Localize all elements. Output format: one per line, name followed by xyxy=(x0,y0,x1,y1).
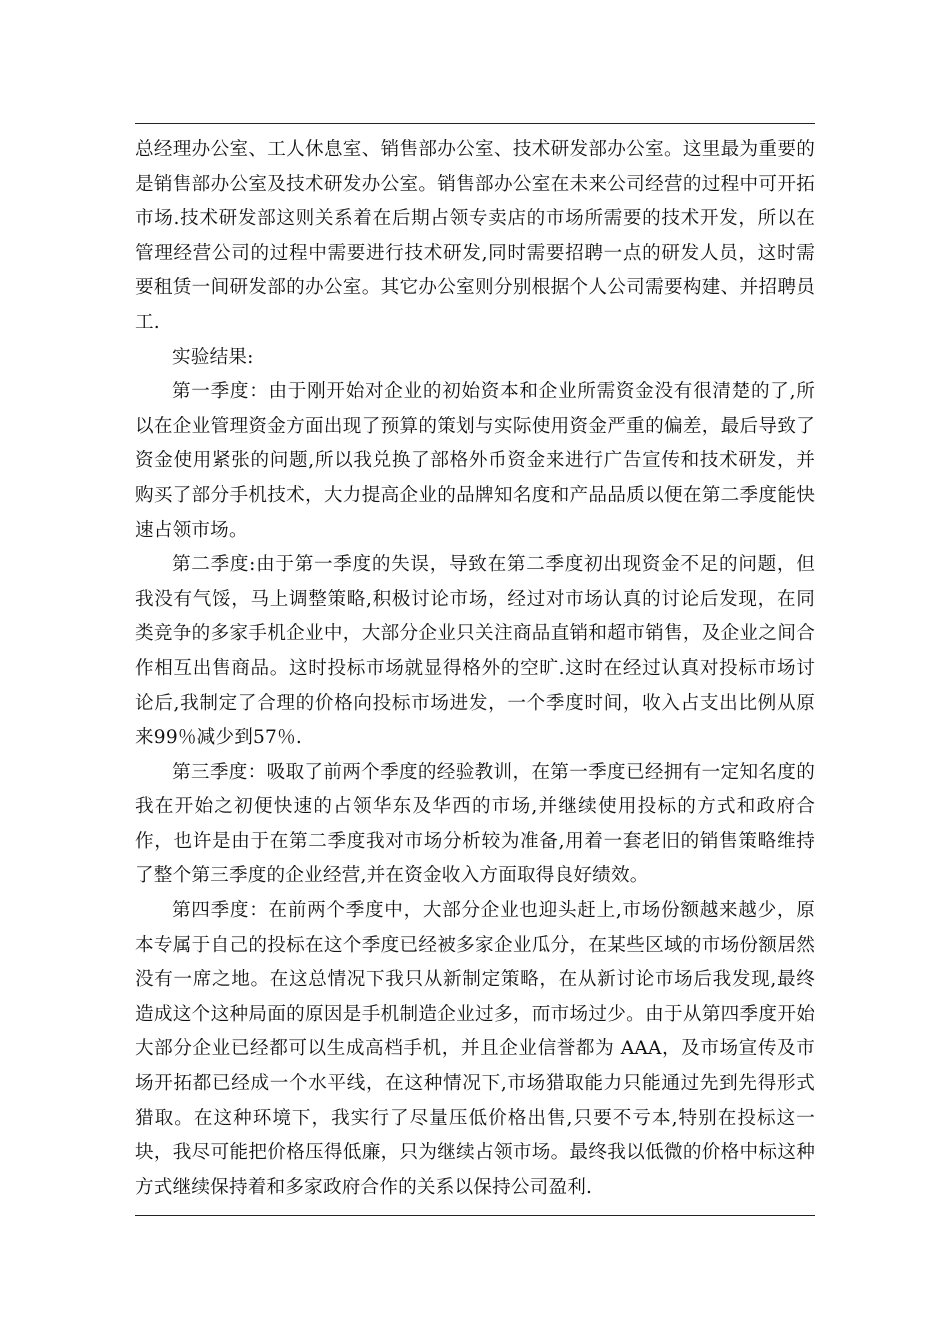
paragraph-results-heading: 实验结果: xyxy=(172,346,254,368)
paragraph-quarter-1: 第一季度：由于刚开始对企业的初始资本和企业所需资金没有很清楚的了,所以在企业管理资金方面出现了预算的策划与实际使用资金严重的偏差，最后导致了资金使用紧张的问题,所以我兑换了部格外币资金来进行广告宣传和技术研发，并购买了部分手机技术，大力提高企业的品牌知名度和产品品质以便在第二季度能快速占领市场。 xyxy=(135,381,815,541)
document-body xyxy=(135,133,815,1205)
paragraph-quarter-4: 第四季度：在前两个季度中，大部分企业也迎头赶上,市场份额越来越少，原本专属于自己的投标在这个季度已经被多家企业瓜分，在某些区域的市场份额居然没有一席之地。在这总情况下我只从新制定策略，在从新讨论市场后我发现,最终造成这个这种局面的原因是手机制造企业过多，而市场过少。由于从第四季度开始大部分企业已经都可以生成高档手机，并且企业信誉都为 AAA，及市场宣传及市场开拓都已经成一个水平线，在这种情况下,市场猎取能力只能通过先到先得形式猎取。在这种环境下，我实行了尽量压低价格出售,只要不亏本,特别在投标这一块，我尽可能把价格压得低廉，只为继续占领市场。最终我以低微的价格中标这种方式继续保持着和多家政府合作的关系以保持公司盈利. xyxy=(135,900,815,1198)
paragraph-quarter-2: 第二季度:由于第一季度的失误，导致在第二季度初出现资金不足的问题，但我没有气馁，马上调整策略,积极讨论市场，经过对市场认真的讨论后发现，在同类竞争的多家手机企业中，大部分企业只关注商品直销和超市销售，及企业之间合作相互出售商品。这时投标市场就显得格外的空旷.这时在经过认真对投标市场讨论后,我制定了合理的价格向投标市场进发，一个季度时间，收入占支出比例从原来99％减少到57％. xyxy=(135,554,815,749)
footer-rule xyxy=(135,1215,815,1216)
paragraph-quarter-3: 第三季度：吸取了前两个季度的经验教训，在第一季度已经拥有一定知名度的我在开始之初便快速的占领华东及华西的市场,并继续使用投标的方式和政府合作，也许是由于在第二季度我对市场分析较为准备,用着一套老旧的销售策略维持了整个第三季度的企业经营,并在资金收入方面取得良好绩效。 xyxy=(135,761,815,887)
header-rule xyxy=(135,123,815,124)
paragraph-offices: 总经理办公室、工人休息室、销售部办公室、技术研发部办公室。这里最为重要的是销售部办公室及技术研发办公室。销售部办公室在未来公司经营的过程中可开拓市场.技术研发部这则关系着在后期占领专卖店的市场所需要的技术开发，所以在管理经营公司的过程中需要进行技术研发,同时需要招聘一点的研发人员，这时需要租赁一间研发部的办公室。其它办公室则分别根据个人公司需要构建、并招聘员工. xyxy=(135,139,815,333)
